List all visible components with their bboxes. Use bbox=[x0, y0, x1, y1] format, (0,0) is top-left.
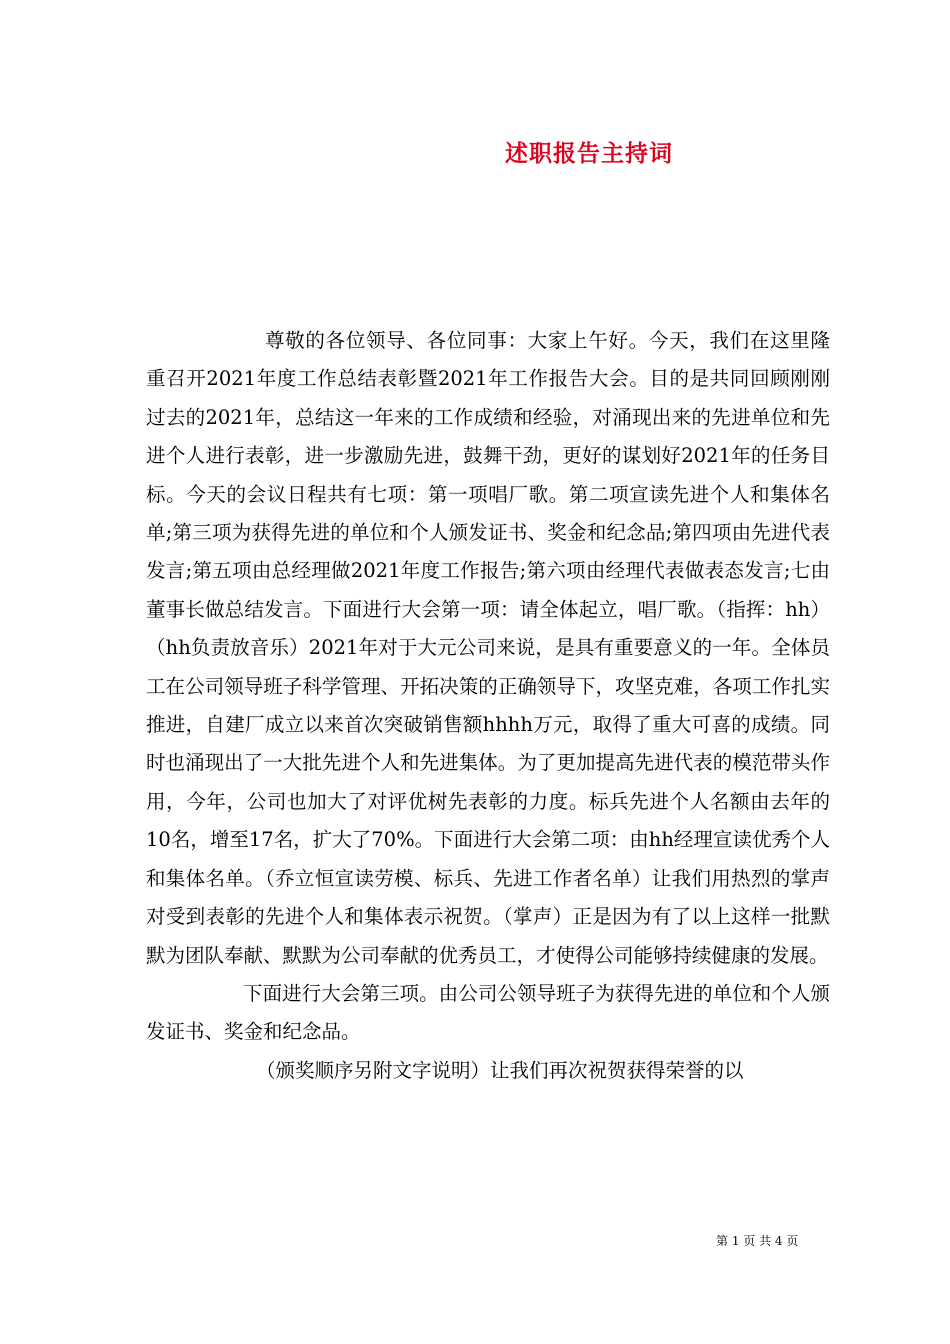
paragraph-award-order: （颁奖顺序另附文字说明）让我们再次祝贺获得荣誉的以 bbox=[256, 1058, 744, 1082]
document-title: 述职报告主持词 bbox=[505, 140, 673, 167]
paragraph-third-item: 下面进行大会第三项。由公司公领导班子为获得先进的单位和个人颁发证书、奖金和纪念品。 bbox=[146, 981, 830, 1044]
paragraph-opening: 尊敬的各位领导、各位同事：大家上午好。今天，我们在这里隆重召开2021年度工作总结表彰暨2021年工作报告大会。目的是共同回顾刚刚过去的2021年，总结这一年来的工作成绩和经验，对涌现出来的先进单位和先进个人进行表彰，进一步激励先进，鼓舞干劲，更好的谋划好2021年的任务目标。今天的会议日程共有七项：第一项唱厂歌。第二项宣读先进个人和集体名单;第三项为获得先进的单位和个人颁发证书、奖金和纪念品;第四项由先进代表发言;第五项由总经理做2021年度工作报告;第六项由经理代表做表态发言;七由董事长做总结发言。下面进行大会第一项：请全体起立，唱厂歌。（指挥：hh）（hh负责放音乐）2021年对于大元公司来说，是具有重要意义的一年。全体员工在公司领导班子科学管理、开拓决策的正确领导下，攻坚克难，各项工作扎实推进，自建厂成立以来首次突破销售额hhhh万元，取得了重大可喜的成绩。同时也涌现出了一大批先进个人和先进集体。为了更加提高先进代表的模范带头作用，今年，公司也加大了对评优树先表彰的力度。标兵先进个人名额由去年的10名，增至17名，扩大了70%。下面进行大会第二项：由hh经理宣读优秀个人和集体名单。（乔立恒宣读劳模、标兵、先进工作者名单）让我们用热烈的掌声对受到表彰的先进个人和集体表示祝贺。（掌声）正是因为有了以上这样一批默默为团队奉献、默默为公司奉献的优秀员工，才使得公司能够持续健康的发展。 bbox=[146, 329, 830, 967]
document-body bbox=[146, 322, 830, 1090]
page-number-footer: 第 1 页 共 4 页 bbox=[716, 1234, 799, 1248]
